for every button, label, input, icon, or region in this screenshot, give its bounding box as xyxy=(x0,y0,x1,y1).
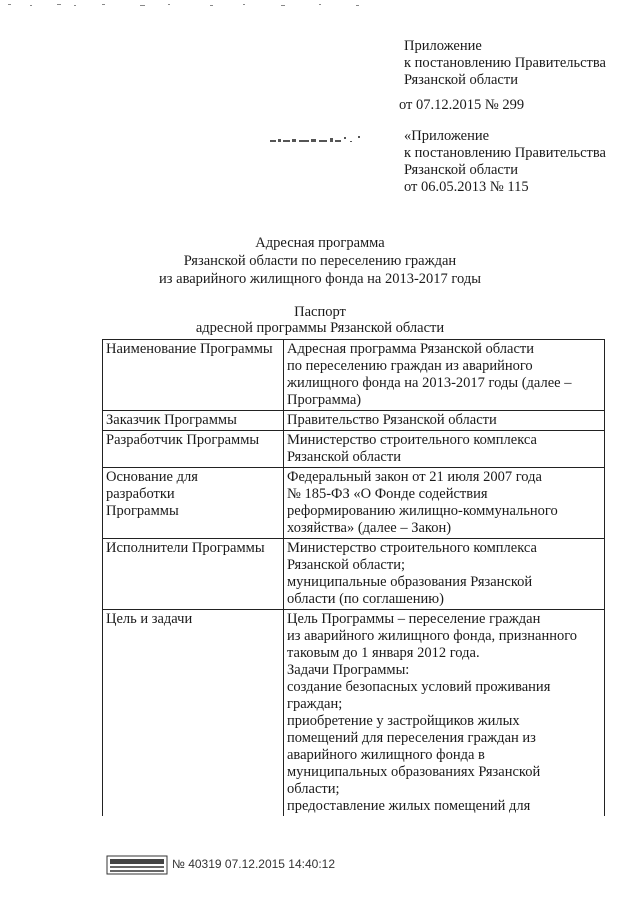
row-label-line: Разработчик Программы xyxy=(106,432,260,448)
row-value xyxy=(284,610,605,817)
row-value-line: Задачи Программы: xyxy=(287,662,410,678)
row-value-line: Правительство Рязанской области xyxy=(287,412,497,428)
row-value-line: Адресная программа Рязанской области xyxy=(287,341,534,357)
program-title-line: Рязанской области по переселению граждан xyxy=(183,253,457,269)
row-value-line: таковым до 1 января 2012 года. xyxy=(287,645,480,661)
row-label xyxy=(103,340,284,411)
appendix-header-line: Рязанской области xyxy=(404,72,518,88)
table-row xyxy=(103,431,605,468)
row-value xyxy=(284,539,605,610)
appendix-header-line: к постановлению Правительства xyxy=(404,55,606,71)
row-value-line: Рязанской области xyxy=(287,449,401,465)
scan-smudge xyxy=(270,134,365,148)
row-value-line: граждан; xyxy=(287,696,343,712)
scan-edge-specks xyxy=(0,0,640,12)
registry-stamp-icon xyxy=(106,855,168,875)
row-value-line: жилищного фонда на 2013-2017 годы (далее – xyxy=(287,375,572,391)
row-label-line: Цель и задачи xyxy=(106,611,193,627)
row-value-line: Рязанской области; xyxy=(287,557,405,573)
row-value-line: Программа) xyxy=(287,392,362,408)
row-label-line: Программы xyxy=(106,503,179,519)
row-value-line: аварийного жилищного фонда в xyxy=(287,747,485,763)
previous-appendix-line: к постановлению Правительства xyxy=(404,145,606,161)
appendix-header xyxy=(404,38,606,89)
table-row xyxy=(103,468,605,539)
passport-title xyxy=(0,304,640,336)
row-label-line: Заказчик Программы xyxy=(106,412,237,428)
table-row xyxy=(103,539,605,610)
previous-appendix-line: «Приложение xyxy=(404,128,490,144)
row-label xyxy=(103,468,284,539)
row-value-line: Министерство строительного комплекса xyxy=(287,432,537,448)
previous-appendix-line: Рязанской области xyxy=(404,162,518,178)
row-value-line: реформированию жилищно-коммунального xyxy=(287,503,558,519)
row-value-line: Федеральный закон от 21 июля 2007 года xyxy=(287,469,542,485)
row-value xyxy=(284,431,605,468)
row-value-line: хозяйства» (далее – Закон) xyxy=(287,520,452,536)
row-value-line: Цель Программы – переселение граждан xyxy=(287,611,541,627)
row-label xyxy=(103,411,284,431)
row-value xyxy=(284,411,605,431)
passport-title-line: Паспорт xyxy=(294,304,346,320)
row-value-line: Министерство строительного комплекса xyxy=(287,540,537,556)
row-value-line: области (по соглашению) xyxy=(287,591,444,607)
row-label xyxy=(103,610,284,817)
row-label-line: разработки xyxy=(106,486,175,502)
passport-title-line: адресной программы Рязанской области xyxy=(195,320,445,336)
row-value-line: создание безопасных условий проживания xyxy=(287,679,551,695)
program-title-line: Адресная программа xyxy=(255,235,385,251)
row-value xyxy=(284,468,605,539)
row-value-line: помещений для переселения граждан из xyxy=(287,730,536,746)
row-value-line: предоставление жилых помещений для xyxy=(287,798,531,814)
row-value-line: приобретение у застройщиков жилых xyxy=(287,713,520,729)
passport-table xyxy=(102,339,605,816)
program-title-line: из аварийного жилищного фонда на 2013-2017 годы xyxy=(159,271,481,287)
appendix-date: от 07.12.2015 № 299 xyxy=(399,97,525,113)
previous-appendix-line: от 06.05.2013 № 115 xyxy=(404,179,529,195)
table-row xyxy=(103,610,605,817)
row-label-line: Основание для xyxy=(106,469,198,485)
row-value-line: из аварийного жилищного фонда, признанного xyxy=(287,628,578,644)
program-title xyxy=(0,234,640,288)
row-value-line: муниципальные образования Рязанской xyxy=(287,574,533,590)
table-row xyxy=(103,340,605,411)
previous-appendix-header xyxy=(404,128,606,196)
appendix-header-line: Приложение xyxy=(404,38,482,54)
row-label-line: Исполнители Программы xyxy=(106,540,265,556)
row-value-line: по переселению граждан из аварийного xyxy=(287,358,533,374)
row-label xyxy=(103,431,284,468)
row-value-line: муниципальных образованиях Рязанской xyxy=(287,764,541,780)
registry-stamp-text: № 40319 07.12.2015 14:40:12 xyxy=(172,857,336,871)
row-value-line: области; xyxy=(287,781,340,797)
row-label xyxy=(103,539,284,610)
row-value xyxy=(284,340,605,411)
row-value-line: № 185-ФЗ «О Фонде содействия xyxy=(287,486,488,502)
table-row xyxy=(103,411,605,431)
row-label-line: Наименование Программы xyxy=(106,341,273,357)
